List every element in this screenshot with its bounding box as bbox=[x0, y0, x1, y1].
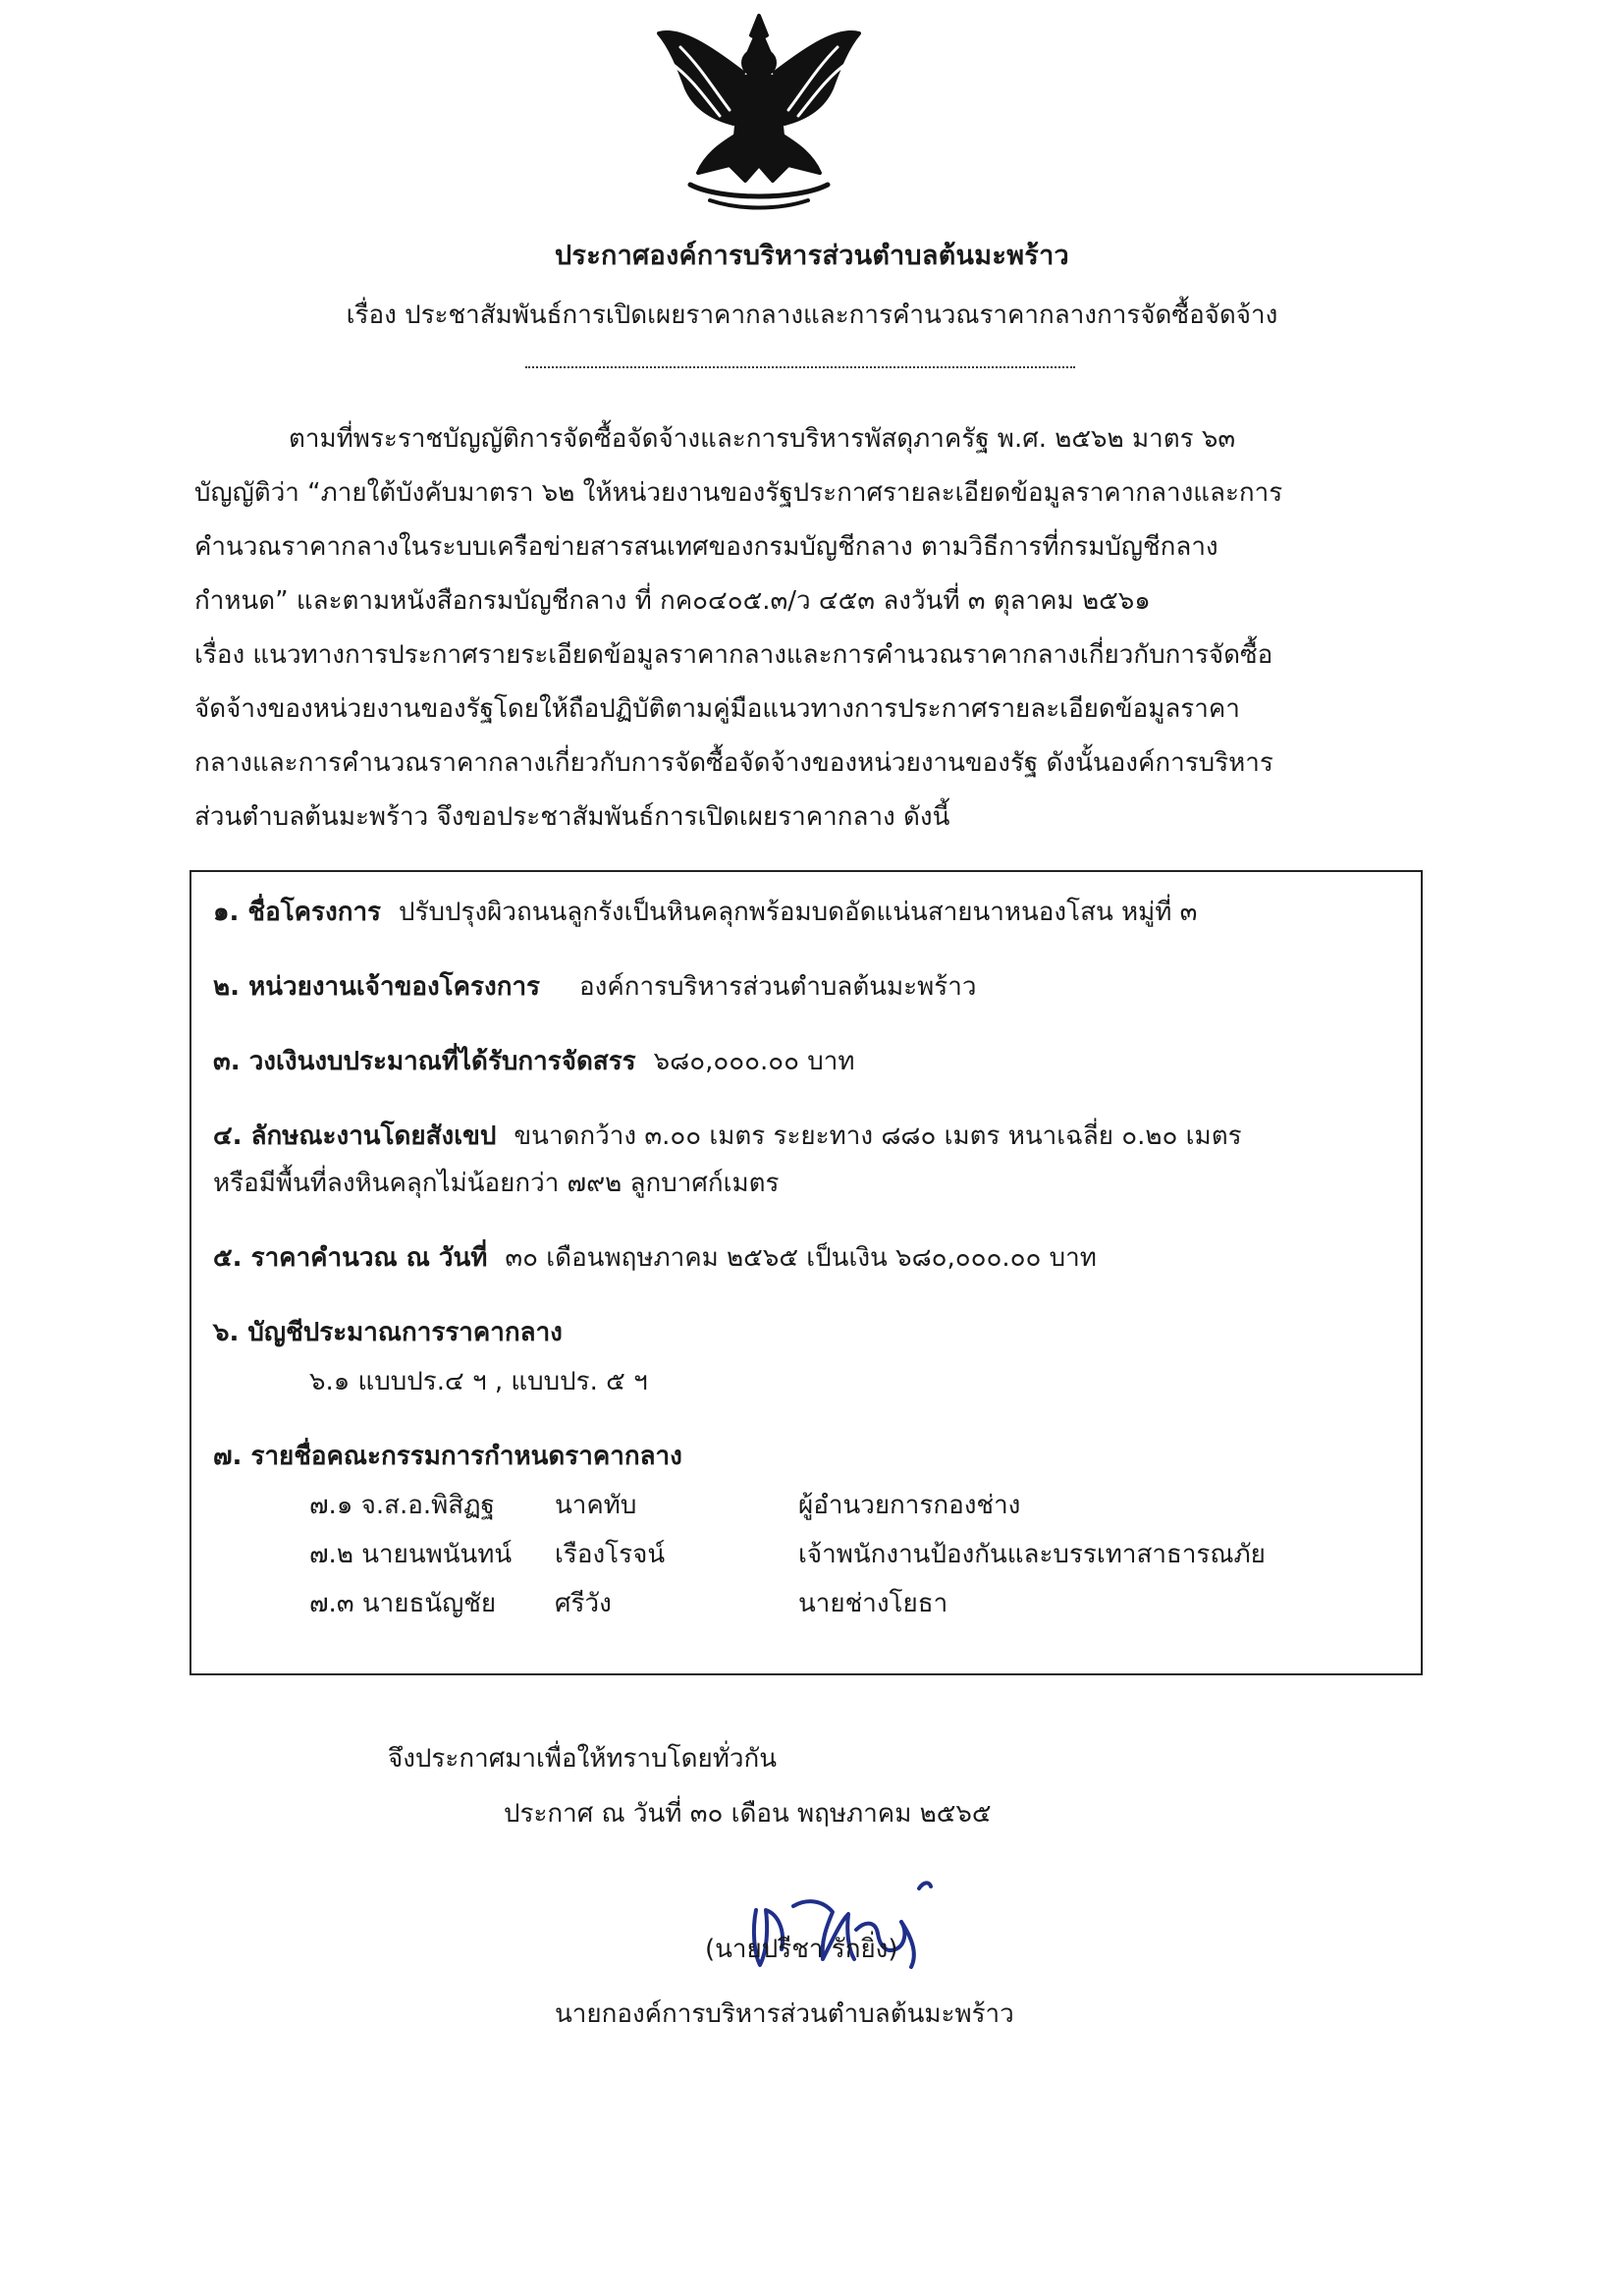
item-label: ๖. บัญชีประมาณการราคากลาง bbox=[213, 1318, 563, 1347]
intro-line: กำหนด” และตามหนังสือกรมบัญชีกลาง ที่ กค๐๔๐๕.๓/ว ๔๕๓ ลงวันที่ ๓ ตุลาคม ๒๕๖๑ bbox=[194, 586, 1151, 616]
member-surname: เรืองโรจน์ bbox=[555, 1540, 666, 1569]
item-value: ขนาดกว้าง ๓.๐๐ เมตร ระยะทาง ๘๘๐ เมตร หนาเฉลี่ย ๐.๒๐ เมตร bbox=[514, 1121, 1242, 1151]
member-surname: ศรีวัง bbox=[555, 1589, 612, 1618]
member-position: นายช่างโยธา bbox=[798, 1589, 948, 1618]
item-value: ๖๘๐,๐๐๐.๐๐ บาท bbox=[653, 1047, 855, 1076]
intro-line: ตามที่พระราชบัญญัติการจัดซื้อจัดจ้างและการบริหารพัสดุภาครัฐ พ.ศ. ๒๕๖๒ มาตร ๖๓ bbox=[289, 424, 1236, 454]
announcement-date: ประกาศ ณ วันที่ ๓๐ เดือน พฤษภาคม ๒๕๖๕ bbox=[504, 1799, 992, 1829]
item-label: ๑. ชื่อโครงการ bbox=[213, 898, 382, 927]
item-calculated-price bbox=[213, 1237, 1097, 1278]
dotted-divider bbox=[525, 358, 1075, 368]
item-committee bbox=[213, 1436, 682, 1476]
item-label: ๒. หน่วยงานเจ้าของโครงการ bbox=[213, 972, 541, 1002]
intro-line: กลางและการคำนวณราคากลางเกี่ยวกับการจัดซื้อจัดจ้างของหน่วยงานของรัฐ ดังนั้นองค์การบริหาร bbox=[194, 748, 1273, 778]
intro-line: ส่วนตำบลต้นมะพร้าว จึงขอประชาสัมพันธ์การเปิดเผยราคากลาง ดังนี้ bbox=[194, 802, 950, 832]
item-label: ๗. รายชื่อคณะกรรมการกำหนดราคากลาง bbox=[213, 1442, 682, 1471]
closing-announce: จึงประกาศมาเพื่อให้ทราบโดยทั่วกัน bbox=[388, 1744, 777, 1774]
garuda-emblem-icon bbox=[651, 8, 867, 214]
estimate-forms: ๖.๑ แบบปร.๔ ฯ , แบบปร. ๕ ฯ bbox=[309, 1367, 648, 1396]
member-name: ๗.๓ นายธนัญชัย bbox=[309, 1589, 497, 1618]
intro-paragraph bbox=[194, 412, 1424, 845]
item-value: ๓๐ เดือนพฤษภาคม ๒๕๖๕ เป็นเงิน ๖๘๐,๐๐๐.๐๐ บาท bbox=[505, 1243, 1097, 1273]
document-subject: เรื่อง ประชาสัมพันธ์การเปิดเผยราคากลางและการคำนวณราคากลางการจัดซื้อจัดจ้าง bbox=[346, 301, 1278, 330]
item-owner-agency bbox=[213, 966, 976, 1007]
intro-line: จัดจ้างของหน่วยงานของรัฐโดยให้ถือปฏิบัติตามคู่มือแนวทางการประกาศรายละเอียดข้อมูลราคา bbox=[194, 694, 1240, 724]
document-title: ประกาศองค์การบริหารส่วนตำบลต้นมะพร้าว bbox=[554, 241, 1070, 271]
intro-line: เรื่อง แนวทางการประกาศรายระเอียดข้อมูลราคากลางและการคำนวณราคากลางเกี่ยวกับการจัดซื้อ bbox=[194, 640, 1273, 670]
item-project-name bbox=[213, 892, 1197, 932]
member-name: ๗.๒ นายนพนันทน์ bbox=[309, 1540, 513, 1569]
member-name: ๗.๑ จ.ส.อ.พิสิฏฐ bbox=[309, 1491, 495, 1520]
item-label: ๔. ลักษณะงานโดยสังเขป bbox=[213, 1121, 497, 1151]
item-work-summary-cont: หรือมีพื้นที่ลงหินคลุกไม่น้อยกว่า ๗๙๒ ลูกบาศก์เมตร bbox=[213, 1169, 780, 1198]
member-position: เจ้าพนักงานป้องกันและบรรเทาสาธารณภัย bbox=[798, 1540, 1266, 1569]
details-box bbox=[189, 870, 1423, 1675]
intro-line: บัญญัติว่า “ภายใต้บังคับมาตรา ๖๒ ให้หน่วยงานของรัฐประกาศรายละเอียดข้อมูลราคากลางและการ bbox=[194, 478, 1283, 508]
item-budget bbox=[213, 1041, 854, 1081]
item-label: ๓. วงเงินงบประมาณที่ได้รับการจัดสรร bbox=[213, 1047, 636, 1076]
member-position: ผู้อำนวยการกองช่าง bbox=[798, 1491, 1021, 1520]
item-value: องค์การบริหารส่วนตำบลต้นมะพร้าว bbox=[579, 972, 977, 1002]
item-work-summary bbox=[213, 1116, 1242, 1156]
signer-name: (นายปรีชา รักยิ่ง) bbox=[705, 1935, 898, 1964]
member-surname: นาคทับ bbox=[555, 1491, 637, 1520]
item-value: ปรับปรุงผิวถนนลูกรังเป็นหินคลุกพร้อมบดอัดแน่นสายนาหนองโสน หมู่ที่ ๓ bbox=[399, 898, 1198, 927]
item-label: ๕. ราคาคำนวณ ณ วันที่ bbox=[213, 1243, 488, 1273]
signer-title: นายกองค์การบริหารส่วนตำบลต้นมะพร้าว bbox=[555, 1999, 1014, 2029]
item-estimate-list bbox=[213, 1312, 563, 1352]
intro-line: คำนวณราคากลางในระบบเครือข่ายสารสนเทศของกรมบัญชีกลาง ตามวิธีการที่กรมบัญชีกลาง bbox=[194, 532, 1218, 562]
